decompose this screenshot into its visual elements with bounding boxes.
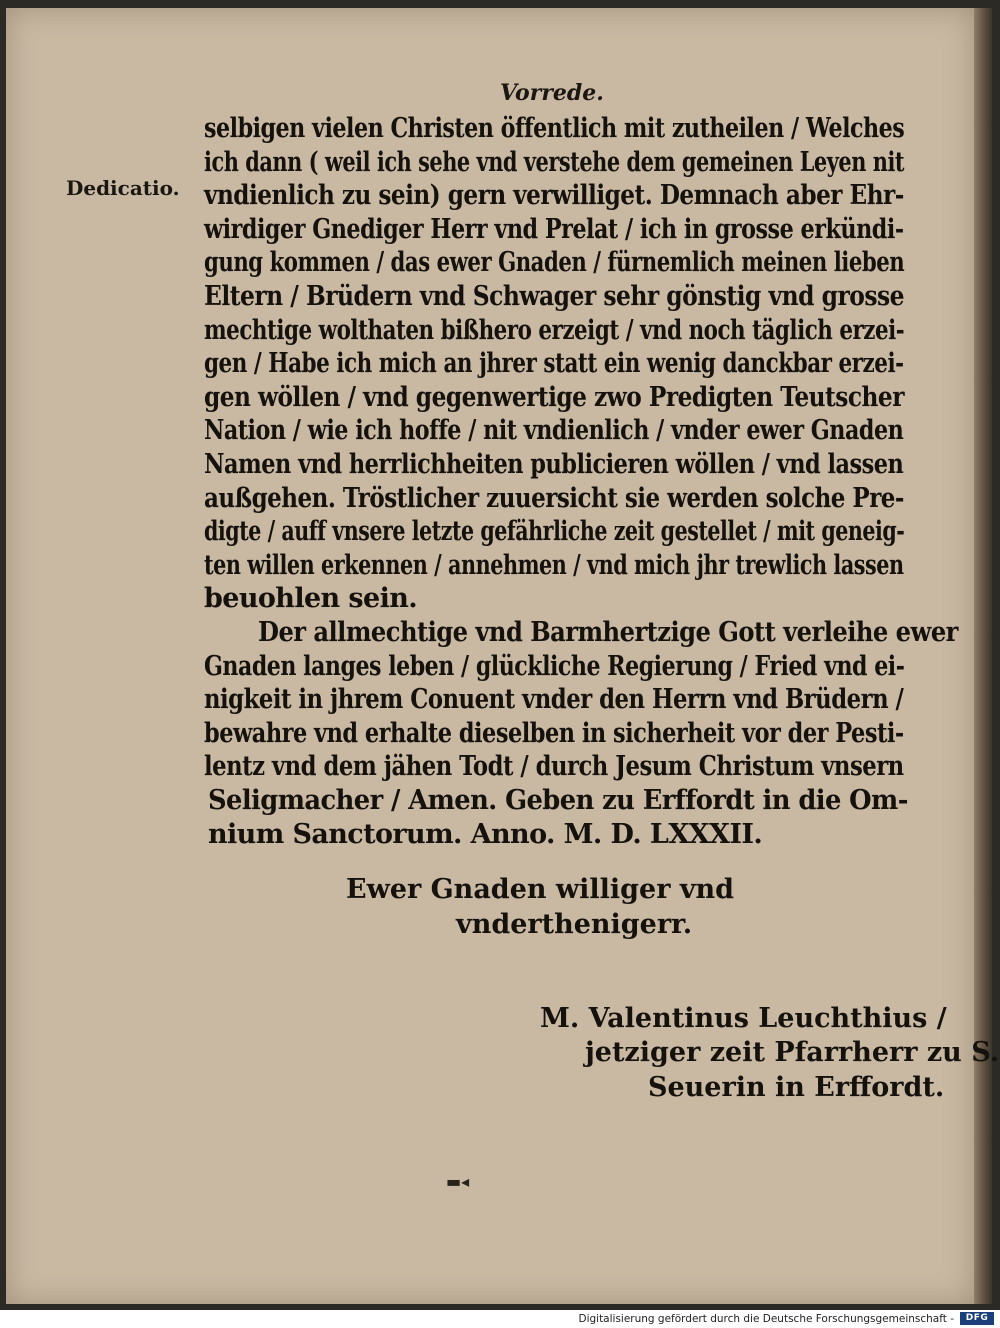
body-line: außgehen. Tröstlicher zuuersicht sie werden solche Pre- xyxy=(204,482,904,514)
running-header: Vorrede. xyxy=(500,80,604,106)
body-line: nium Sanctorum. Anno. M. D. LXXXII. xyxy=(208,818,763,850)
body-line: vndienlich zu sein) gern verwilliget. Demnach aber Ehr- xyxy=(204,180,904,212)
body-line: lentz vnd dem jähen Todt / durch Jesum Christum vnsern xyxy=(204,751,904,783)
body-line: gung kommen / das ewer Gnaden / fürnemlich meinen lieben xyxy=(204,247,905,279)
body-line: Der allmechtige vnd Barmhertzige Gott verleihe ewer xyxy=(258,617,958,648)
body-line: Namen vnd herrlichheiten publicieren wöllen / vnd lassen xyxy=(204,449,904,480)
body-line: Seligmacher / Amen. Geben zu Erffordt in die Om- xyxy=(208,785,908,816)
body-line: Gnaden langes leben / glückliche Regierung / Fried vnd ei- xyxy=(204,650,905,682)
body-line: selbigen vielen Christen öffentlich mit zutheilen / Welches xyxy=(204,113,905,144)
closing-line: Ewer Gnaden williger vnd xyxy=(346,874,735,905)
page-edge xyxy=(974,8,992,1304)
body-line: gen / Habe ich mich an jhrer statt ein wenig danckbar erzei- xyxy=(204,348,904,380)
body-line: ich dann ( weil ich sehe vnd verstehe dem gemeinen Leyen nit xyxy=(204,146,905,178)
body-line: wirdiger Gnediger Herr vnd Prelat / ich in grosse erkündi- xyxy=(204,213,904,245)
body-line: Eltern / Brüdern vnd Schwager sehr gönstig vnd grosse xyxy=(204,281,905,312)
body-line: digte / auff vnsere letzte gefährliche zeit gestellet / mit geneig- xyxy=(204,516,905,548)
body-line: ten willen erkennen / annehmen / vnd mich jhr trewlich lassen xyxy=(204,549,904,581)
body-line: mechtige wolthaten bißhero erzeigt / vnd noch täglich erzei- xyxy=(204,314,905,346)
signature-line: M. Valentinus Leuchthius / xyxy=(540,1003,947,1034)
body-line: beuohlen sein. xyxy=(204,583,418,615)
body-line: Nation / wie ich hoffe / nit vndienlich / vnder ewer Gnaden xyxy=(204,415,904,447)
closing-line: vnderthenigerr. xyxy=(456,909,693,940)
signature-line: Seuerin in Erffordt. xyxy=(648,1072,945,1103)
body-line: nigkeit in jhrem Conuent vnder den Herrn vnd Brüdern / xyxy=(204,684,904,716)
marginal-note: Dedicatio. xyxy=(66,176,180,200)
dfg-logo: DFG xyxy=(960,1312,994,1325)
signature-line: jetziger zeit Pfarrherr zu S. xyxy=(585,1037,1000,1068)
body-line: gen wöllen / vnd gegenwertige zwo Predigten Teutscher xyxy=(204,381,904,413)
body-line: bewahre vnd erhalte dieselben in sicherheit vor der Pesti- xyxy=(204,717,904,749)
ornament-mark: ▬◂ xyxy=(446,1172,470,1191)
footer-credit: Digitalisierung gefördert durch die Deutsche Forschungsgemeinschaft - xyxy=(578,1313,954,1325)
